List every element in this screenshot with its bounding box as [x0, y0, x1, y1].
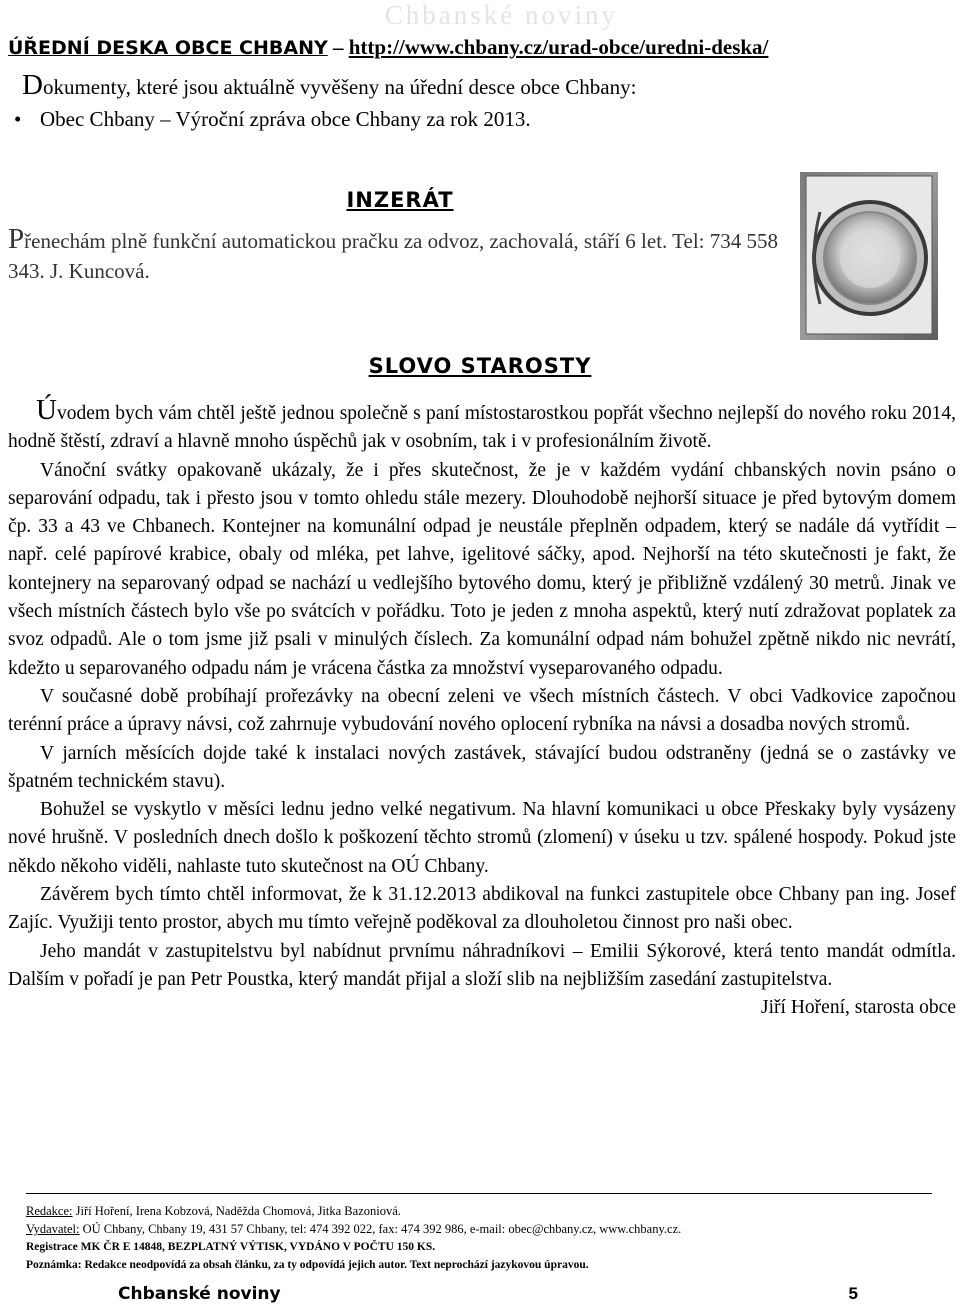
- mayor-article: [8, 396, 956, 1023]
- page-footer: [118, 1284, 858, 1304]
- bullet-icon: •: [14, 107, 22, 131]
- article-paragraph: V současné době probíhají prořezávky na obecní zeleni ve všech místních částech. V obci Vadkovice započnou terénní práce a úpravy návsi, což zahrnuje vybudování nového oplocení rybníka na návsi a dosadba nových stromů.: [8, 685, 956, 736]
- editors-label: Redakce:: [26, 1204, 73, 1218]
- article-paragraph: [8, 938, 956, 1023]
- masthead-title: Chbanské noviny: [384, 0, 618, 30]
- official-board-heading: [8, 34, 948, 61]
- publisher-label: Vydavatel:: [26, 1222, 80, 1236]
- intro-initial: D: [22, 69, 43, 101]
- signature: Jiří Hoření, starosta obce: [761, 997, 956, 1019]
- ad-text: [8, 224, 788, 286]
- official-board-link[interactable]: http://www.chbany.cz/urad-obce/uredni-deska/: [348, 35, 769, 59]
- footer-newspaper-name: Chbanské noviny: [118, 1284, 281, 1304]
- colophon-editors: [26, 1202, 932, 1220]
- article-paragraph: Bohužel se vyskytlo v měsíci lednu jedno velké negativum. Na hlavní komunikaci u obce Přeskaky byly vysázeny nové hrušně. V posledních dnech došlo k poškození těchto stromů (zlomení) v úseku u tzv. spálené hospody. Pokud jste někdo někoho viděli, nahlaste tuto skutečnost na OÚ Chbany.: [8, 799, 956, 877]
- article-paragraph: Vánoční svátky opakovaně ukázaly, že i přes skutečnost, že je v každém vydání chbanských novin psáno o separování odpadu, tak i přesto jsou v tomto ohledu stále mezery. Dlouhodobě nejhorší situace je před bytovým domem čp. 33 a 43 ve Chbanech. Kontejner na komunální odpad je neustále přeplněn odpadem, který se nadále dá vytřídit – např. celé papírové krabice, obaly od mléka, pet lahve, igelitové sáčky, apod. Nejhorší na této skutečnosti je fakt, že kontejnery na separovaný odpad se nachází u vedlejšího bytového domu, který je přibližně vzdálený 30 metrů. Jinak ve všech místních částech bylo vše po svátcích v pořádku. Toto je jeden z mnoha aspektů, který nutí zdražovat poplatek za svoz odpadů. Ale o tom jsme již psali v minulých číslech. Za komunální odpad nám bohužel zpětně nikdo nic nevrátí, kdežto u separovaného odpadu nám je vrácena částka za množství vyseparovaného odpadu.: [8, 459, 956, 679]
- publisher-text: OÚ Chbany, Chbany 19, 431 57 Chbany, tel: 474 392 022, fax: 474 392 986, e-mail: obec@chbany.cz, www.chbany.cz.: [79, 1222, 682, 1236]
- article-paragraph: Závěrem bych tímto chtěl informovat, že k 31.12.2013 abdikoval na funkci zastupitele obce Chbany pan ing. Josef Zajíc. Využiji tento prostor, abych mu tímto veřejně poděkoval za dlouholetou činnost pro naši obec.: [8, 884, 956, 934]
- ad-initial: P: [8, 223, 25, 255]
- intro-text: okumenty, které jsou aktuálně vyvěšeny na úřední desce obce Chbany:: [42, 75, 637, 99]
- page-number: 5: [848, 1284, 858, 1303]
- mayor-column-heading: SLOVO STAROSTY: [368, 354, 592, 378]
- editors-text: Jiří Hoření, Irena Kobzová, Naděžda Chomová, Jitka Bazoniová.: [72, 1204, 401, 1218]
- heading-separator: –: [327, 35, 349, 59]
- ad-body: řenechám plně funkční automatickou pračku za odvoz, zachovalá, stáří 6 let. Tel: 734 558 343. J. Kuncová.: [8, 229, 779, 283]
- article-paragraph-text: Jeho mandát v zastupitelstvu byl nabídnut prvnímu náhradníkovi – Emilii Sýkorové, která tento mandát odmítla. Dalším v pořadí je pan Petr Poustka, který mandát přijal a složí slib na nejbližším zasedání zastupitelstva.: [8, 940, 956, 990]
- ad-heading: INZERÁT: [346, 188, 454, 212]
- colophon-registration: Registrace MK ČR E 14848, BEZPLATNÝ VÝTISK, VYDÁNO V POČTU 150 KS.: [26, 1241, 436, 1253]
- article-paragraph: V jarních měsících dojde také k instalaci nových zastávek, stávající budou odstraněny (jedná se o zastávky ve špatném technickém stavu).: [8, 742, 956, 792]
- article-paragraph-text: vodem bych vám chtěl ještě jednou společně s paní místostarostkou popřát všechno nejlepší do nového roku 2014, hodně štěstí, zdraví a hlavně mnoho úspěchů jak v osobním, tak i v profesionálním životě.: [8, 403, 956, 453]
- article-paragraph: [8, 396, 956, 457]
- document-list-item: [14, 104, 531, 134]
- colophon-note: Poznámka: Redakce neodpovídá za obsah článku, za ty odpovídá jejich autor. Text neprochází jazykovou úpravou.: [26, 1259, 589, 1271]
- official-board-title: ÚŘEDNÍ DESKA OBCE CHBANY: [8, 37, 328, 59]
- colophon-publisher: [26, 1220, 932, 1238]
- article-initial: Ú: [36, 394, 57, 426]
- document-list-item-text: Obec Chbany – Výroční zpráva obce Chbany za rok 2013.: [40, 107, 531, 131]
- washing-machine-photo: [800, 172, 938, 340]
- official-board-intro: [22, 70, 636, 102]
- colophon: [26, 1193, 932, 1274]
